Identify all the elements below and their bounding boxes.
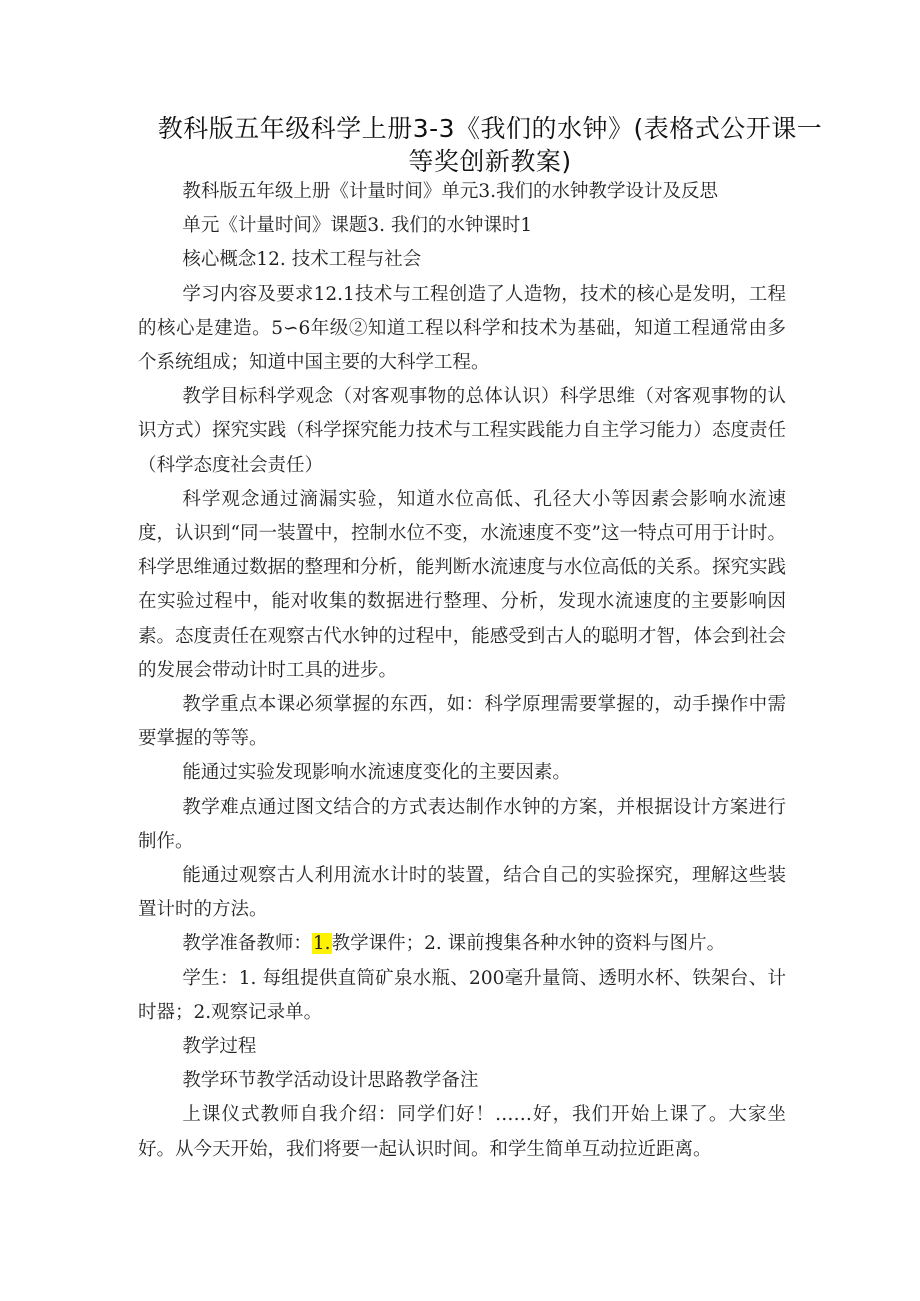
- prep-paragraph: [138, 927, 786, 961]
- paragraph: 学习内容及要求12.1技术与工程创造了人造物，技术的核心是发明，工程的核心是建造。5∽6年级②知道工程以科学和技术为基础，知道工程通常由多个系统组成；知道中国主要的大科学工程。: [138, 283, 786, 374]
- paragraph: 科学观念通过滴漏实验，知道水位高低、孔径大小等因素会影响水流速度，认识到“同一装置中，控制水位不变，水流速度不变”这一特点可用于计时。科学思维通过数据的整理和分析，能判断水流速度与水位高低的关系。探究实践在实验过程中，能对收集的数据进行整理、分析，发现水流速度的主要影响因素。态度责任在观察古代水钟的过程中，能感受到古人的聪明才智，体会到社会的发展会带动计时工具的进步。: [138, 488, 786, 681]
- paragraph: 教科版五年级上册《计量时间》单元3.我们的水钟教学设计及反思: [182, 181, 719, 202]
- document-body: [138, 175, 786, 1167]
- prep-text: 教学课件；2. 课前搜集各种水钟的资料与图片。: [331, 933, 726, 955]
- paragraph: 单元《计量时间》课题3. 我们的水钟课时1: [182, 215, 533, 237]
- paragraph: 教学目标科学观念（对客观事物的总体认识）科学思维（对客观事物的认识方式）探究实践（科学探究能力技术与工程实践能力自主学习能力）态度责任（科学态度社会责任）: [138, 386, 786, 476]
- paragraph: 教学环节教学活动设计思路教学备注: [182, 1070, 479, 1092]
- prep-label: 教学准备教师：: [182, 933, 312, 955]
- paragraph: 核心概念12. 技术工程与社会: [182, 249, 422, 271]
- paragraph: 教学重点本课必须掌握的东西，如：科学原理需要掌握的，动手操作中需要掌握的等等。: [138, 694, 786, 750]
- paragraph: 学生：1. 每组提供直筒矿泉水瓶、200毫升量筒、透明水杯、铁架台、计时器；2.观察记录单。: [138, 967, 786, 1023]
- paragraph: 上课仪式教师自我介绍：同学们好！……好，我们开始上课了。大家坐好。从今天开始，我们将要一起认识时间。和学生简单互动拉近距离。: [138, 1104, 786, 1160]
- paragraph: 能通过观察古人利用流水计时的装置，结合自己的实验探究，理解这些装置计时的方法。: [138, 865, 786, 921]
- paragraph: 能通过实验发现影响水流速度变化的主要因素。: [182, 762, 571, 784]
- document-title: 教科版五年级科学上册3-3《我们的水钟》(表格式公开课一等奖创新教案): [157, 114, 823, 176]
- paragraph: 教学难点通过图文结合的方式表达制作水钟的方案，并根据设计方案进行制作。: [138, 796, 786, 852]
- highlighted-number: 1.: [312, 933, 331, 955]
- paragraph: 教学过程: [182, 1036, 257, 1058]
